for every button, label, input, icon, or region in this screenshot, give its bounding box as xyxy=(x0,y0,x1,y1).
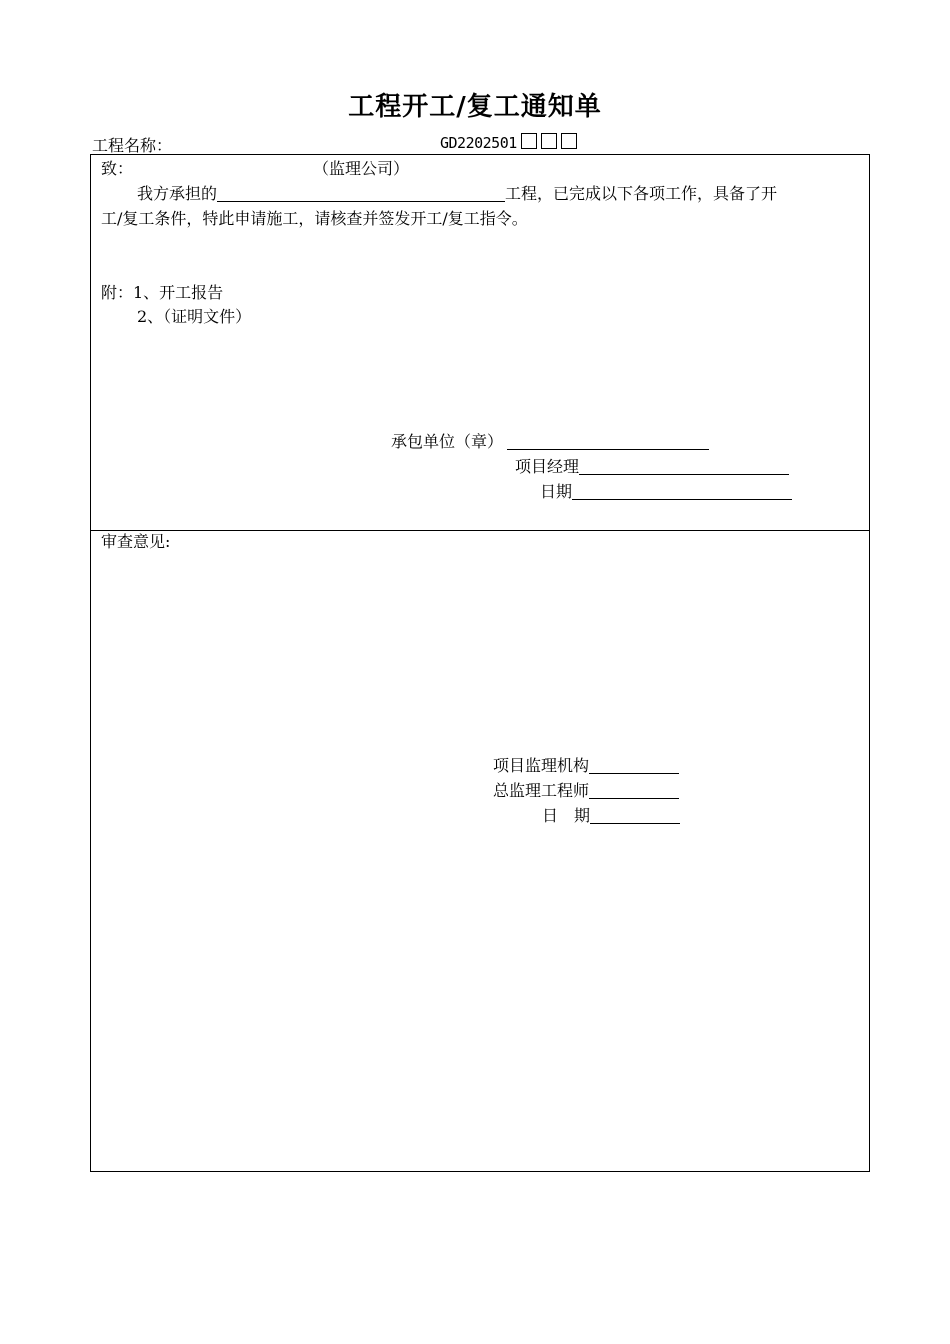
contractor-row xyxy=(391,432,709,452)
body-line-1 xyxy=(137,184,777,204)
review-label: 审查意见: xyxy=(101,532,171,551)
supervisor-company: （监理公司） xyxy=(313,159,410,178)
date-blank[interactable] xyxy=(572,483,792,500)
agency-label: 项目监理机构 xyxy=(493,756,590,775)
chief-label: 总监理工程师 xyxy=(493,781,590,800)
code-box-1[interactable] xyxy=(521,133,537,149)
form-code xyxy=(440,133,577,152)
project-blank[interactable] xyxy=(217,185,505,202)
body-prefix: 我方承担的 xyxy=(137,184,218,203)
manager-label: 项目经理 xyxy=(515,457,580,476)
chief-blank[interactable] xyxy=(589,782,679,799)
review-date-blank[interactable] xyxy=(590,807,680,824)
manager-row xyxy=(515,457,789,477)
code-box-2[interactable] xyxy=(541,133,557,149)
chief-row xyxy=(493,781,679,801)
agency-blank[interactable] xyxy=(589,757,679,774)
attachment-1: 附：1、开工报告 xyxy=(101,283,224,302)
review-date-label: 日 期 xyxy=(542,806,591,825)
contractor-label: 承包单位（章） xyxy=(391,432,504,451)
project-name-label: 工程名称： xyxy=(92,136,173,155)
agency-row xyxy=(493,756,679,776)
contractor-blank[interactable] xyxy=(507,433,709,450)
page-title: 工程开工/复工通知单 xyxy=(348,92,602,122)
to-label: 致： xyxy=(101,159,134,178)
date-row xyxy=(540,482,792,502)
body-line-2: 工/复工条件，特此申请施工，请核查并签发开工/复工指令。 xyxy=(101,209,528,228)
date-label: 日期 xyxy=(540,482,573,501)
attachment-2: 2、（证明文件） xyxy=(137,307,252,326)
review-date-row xyxy=(542,806,680,826)
section-divider xyxy=(91,530,869,531)
manager-blank[interactable] xyxy=(579,458,789,475)
body-suffix: 工程，已完成以下各项工作，具备了开 xyxy=(505,184,778,203)
form-frame xyxy=(90,154,870,1172)
form-code-text: GD2202501 xyxy=(440,134,517,152)
code-box-3[interactable] xyxy=(561,133,577,149)
